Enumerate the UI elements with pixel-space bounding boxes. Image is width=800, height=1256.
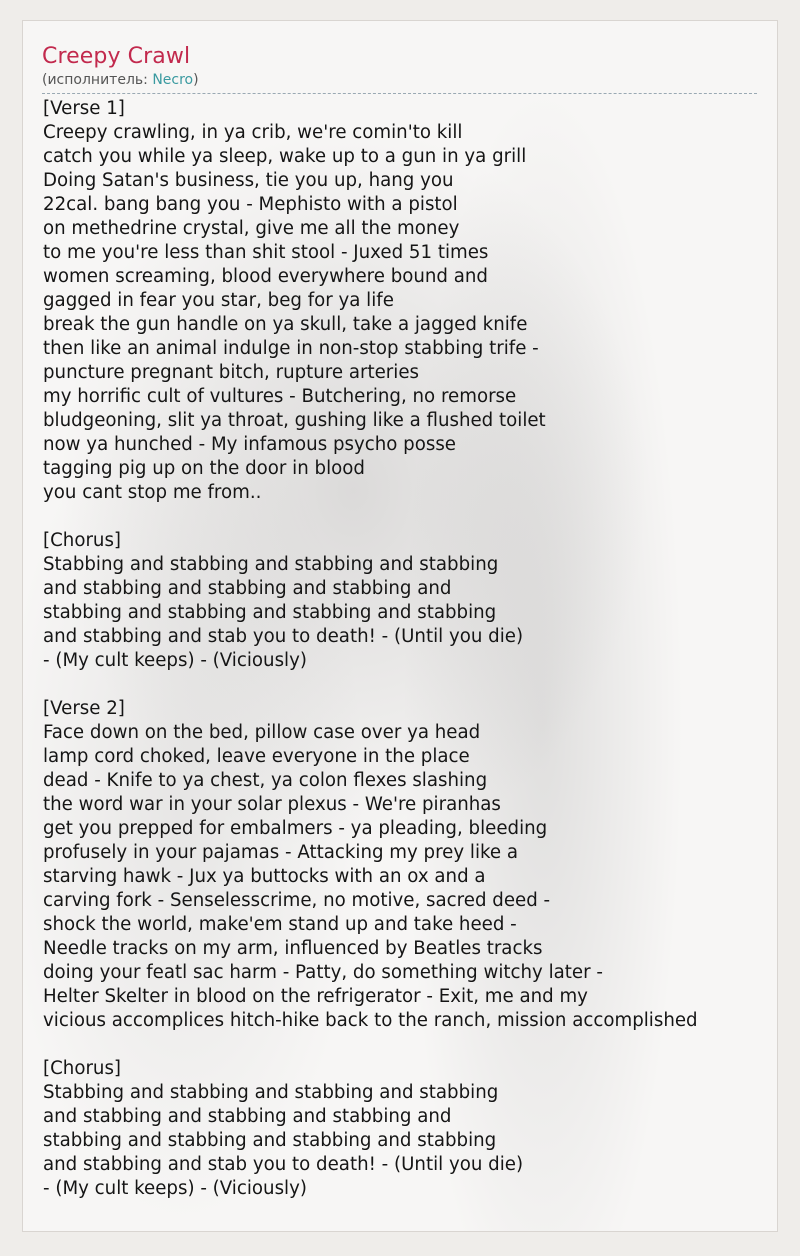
- artist-line: [42, 71, 757, 89]
- lyrics-card: [22, 20, 778, 1232]
- artist-prefix: (исполнитель:: [42, 72, 153, 88]
- song-title: Creepy Crawl: [42, 44, 191, 69]
- song-header: [42, 43, 757, 94]
- lyrics-text: [Verse 1] Creepy crawling, in ya crib, we're comin'to kill catch you while ya sleep, wake up to a gun in ya grill Doing Satan's business, tie you up, hang you 22cal. bang bang you - Mephisto with a pistol on methedrine crystal, give me all the money to me you're less than shit stool - Juxed 51 times women screaming, blood everywhere bound and gagged in fear you star, beg for ya life break the gun handle on ya skull, take a jagged knife then like an animal indulge in non-stop stabbing trife - puncture pregnant bitch, rupture arteries my horrific cult of vultures - Butchering, no remorse bludgeoning, slit ya throat, gushing like a flushed toilet now ya hunched - My infamous psycho posse tagging pig up on the door in blood you cant stop me from.. [Chorus] Stabbing and stabbing and stabbing and stabbing and stabbing and stabbing and stabbing and stabbing and stabbing and stabbing and stabbing and stabbing and stab you to death! - (Until you die) - (My cult keeps) - (Viciously) [Verse 2] Face down on the bed, pillow case over ya head lamp cord choked, leave everyone in the place dead - Knife to ya chest, ya colon flexes slashing the word war in your solar plexus - We're piranhas get you prepped for embalmers - ya pleading, bleeding profusely in your pajamas - Attacking my prey like a starving hawk - Jux ya buttocks with an ox and a carving fork - Senselesscrime, no motive, sacred deed - shock the world, make'em stand up and take heed - Needle tracks on my arm, influenced by Beatles tracks doing your featl sac harm - Patty, do something witchy later - Helter Skelter in blood on the refrigerator - Exit, me and my vicious accomplices hitch-hike back to the ranch, mission accomplished [Chorus] Stabbing and stabbing and stabbing and stabbing and stabbing and stabbing and stabbing and stabbing and stabbing and stabbing and stabbing and stabbing and stab you to death! - (Until you die) - (My cult keeps) - (Viciously): [43, 98, 698, 1199]
- artist-suffix: ): [193, 72, 199, 88]
- artist-link[interactable]: Necro: [152, 72, 194, 88]
